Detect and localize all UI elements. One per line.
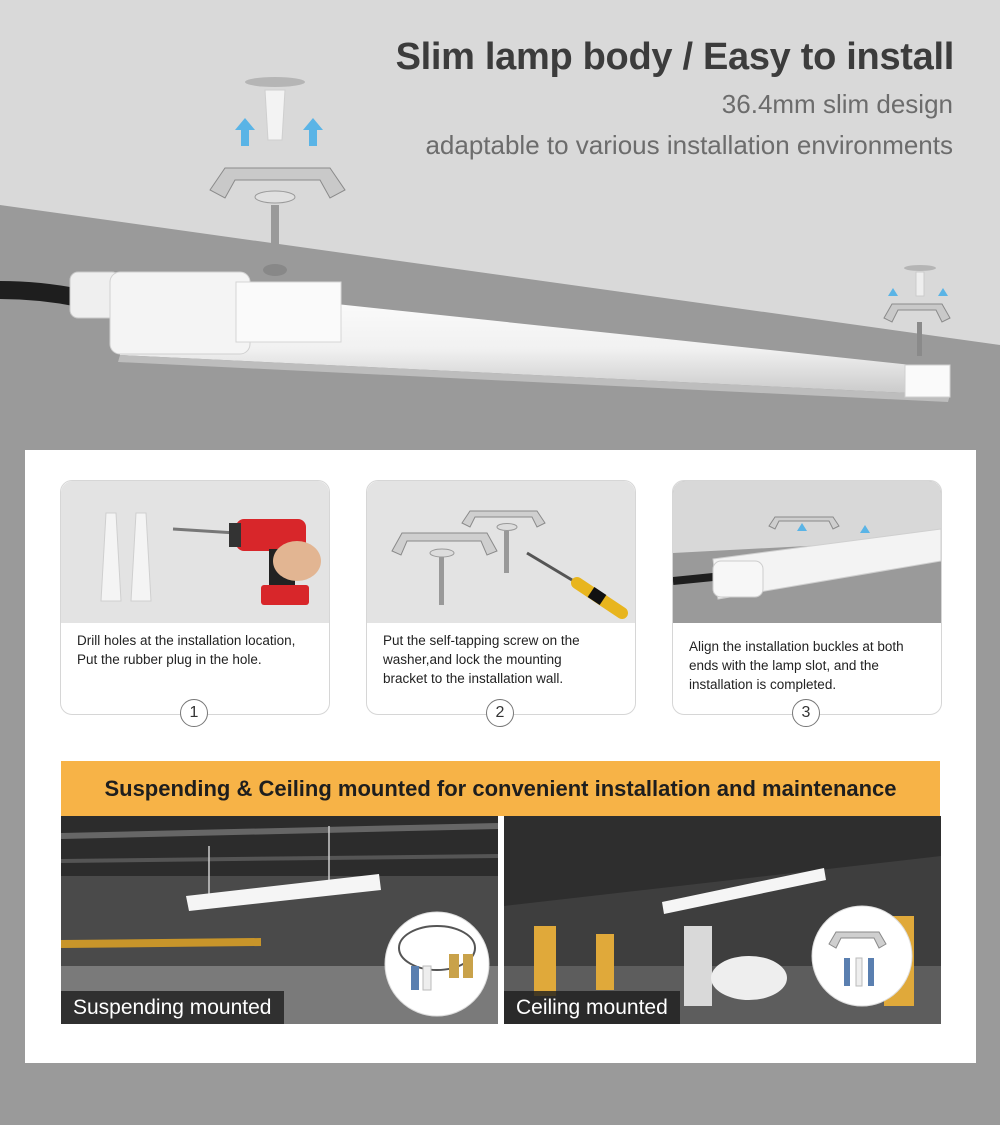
step-2-number: 2 xyxy=(486,699,514,727)
step-3-image xyxy=(673,481,941,623)
car xyxy=(711,956,787,1000)
step-1-text: Drill holes at the installation location, Put the rubber plug in the hole. xyxy=(77,633,296,667)
step-2-image xyxy=(367,481,635,623)
suspending-caption: Suspending mounted xyxy=(61,991,284,1024)
step-3-text: Align the installation buckles at both ends with the lamp slot, and the installation is completed. xyxy=(689,639,904,692)
subtitle-slim-design: 36.4mm slim design xyxy=(721,89,953,119)
rubber-plug xyxy=(265,90,285,140)
mounting-clip xyxy=(236,282,341,342)
suspending-photo xyxy=(61,816,498,1024)
screw xyxy=(271,205,279,265)
power-cable xyxy=(0,290,80,298)
ceiling-photo xyxy=(504,816,941,1024)
step-card-1 xyxy=(60,480,330,721)
step-card-3 xyxy=(672,480,942,721)
step-1-number: 1 xyxy=(180,699,208,727)
step-1-image xyxy=(61,481,329,623)
step-2-text: Put the self-tapping screw on the washer,and lock the mounting bracket to the installation wall. xyxy=(383,633,580,686)
washer xyxy=(255,191,295,203)
subtitle-environments: adaptable to various installation environments xyxy=(425,130,953,160)
end-cap xyxy=(110,272,250,354)
installation-panel xyxy=(25,450,976,1063)
ceiling-caption: Ceiling mounted xyxy=(504,991,680,1024)
mounting-banner: Suspending & Ceiling mounted for convenient installation and maintenance xyxy=(61,761,940,816)
hero-section xyxy=(0,0,1000,450)
end-cap xyxy=(713,561,763,597)
wire-kit-icon xyxy=(385,912,489,1016)
bracket-kit-icon xyxy=(812,906,912,1006)
step-card-2 xyxy=(366,480,636,721)
page-title: Slim lamp body / Easy to install xyxy=(395,36,954,78)
step-3-number: 3 xyxy=(792,699,820,727)
